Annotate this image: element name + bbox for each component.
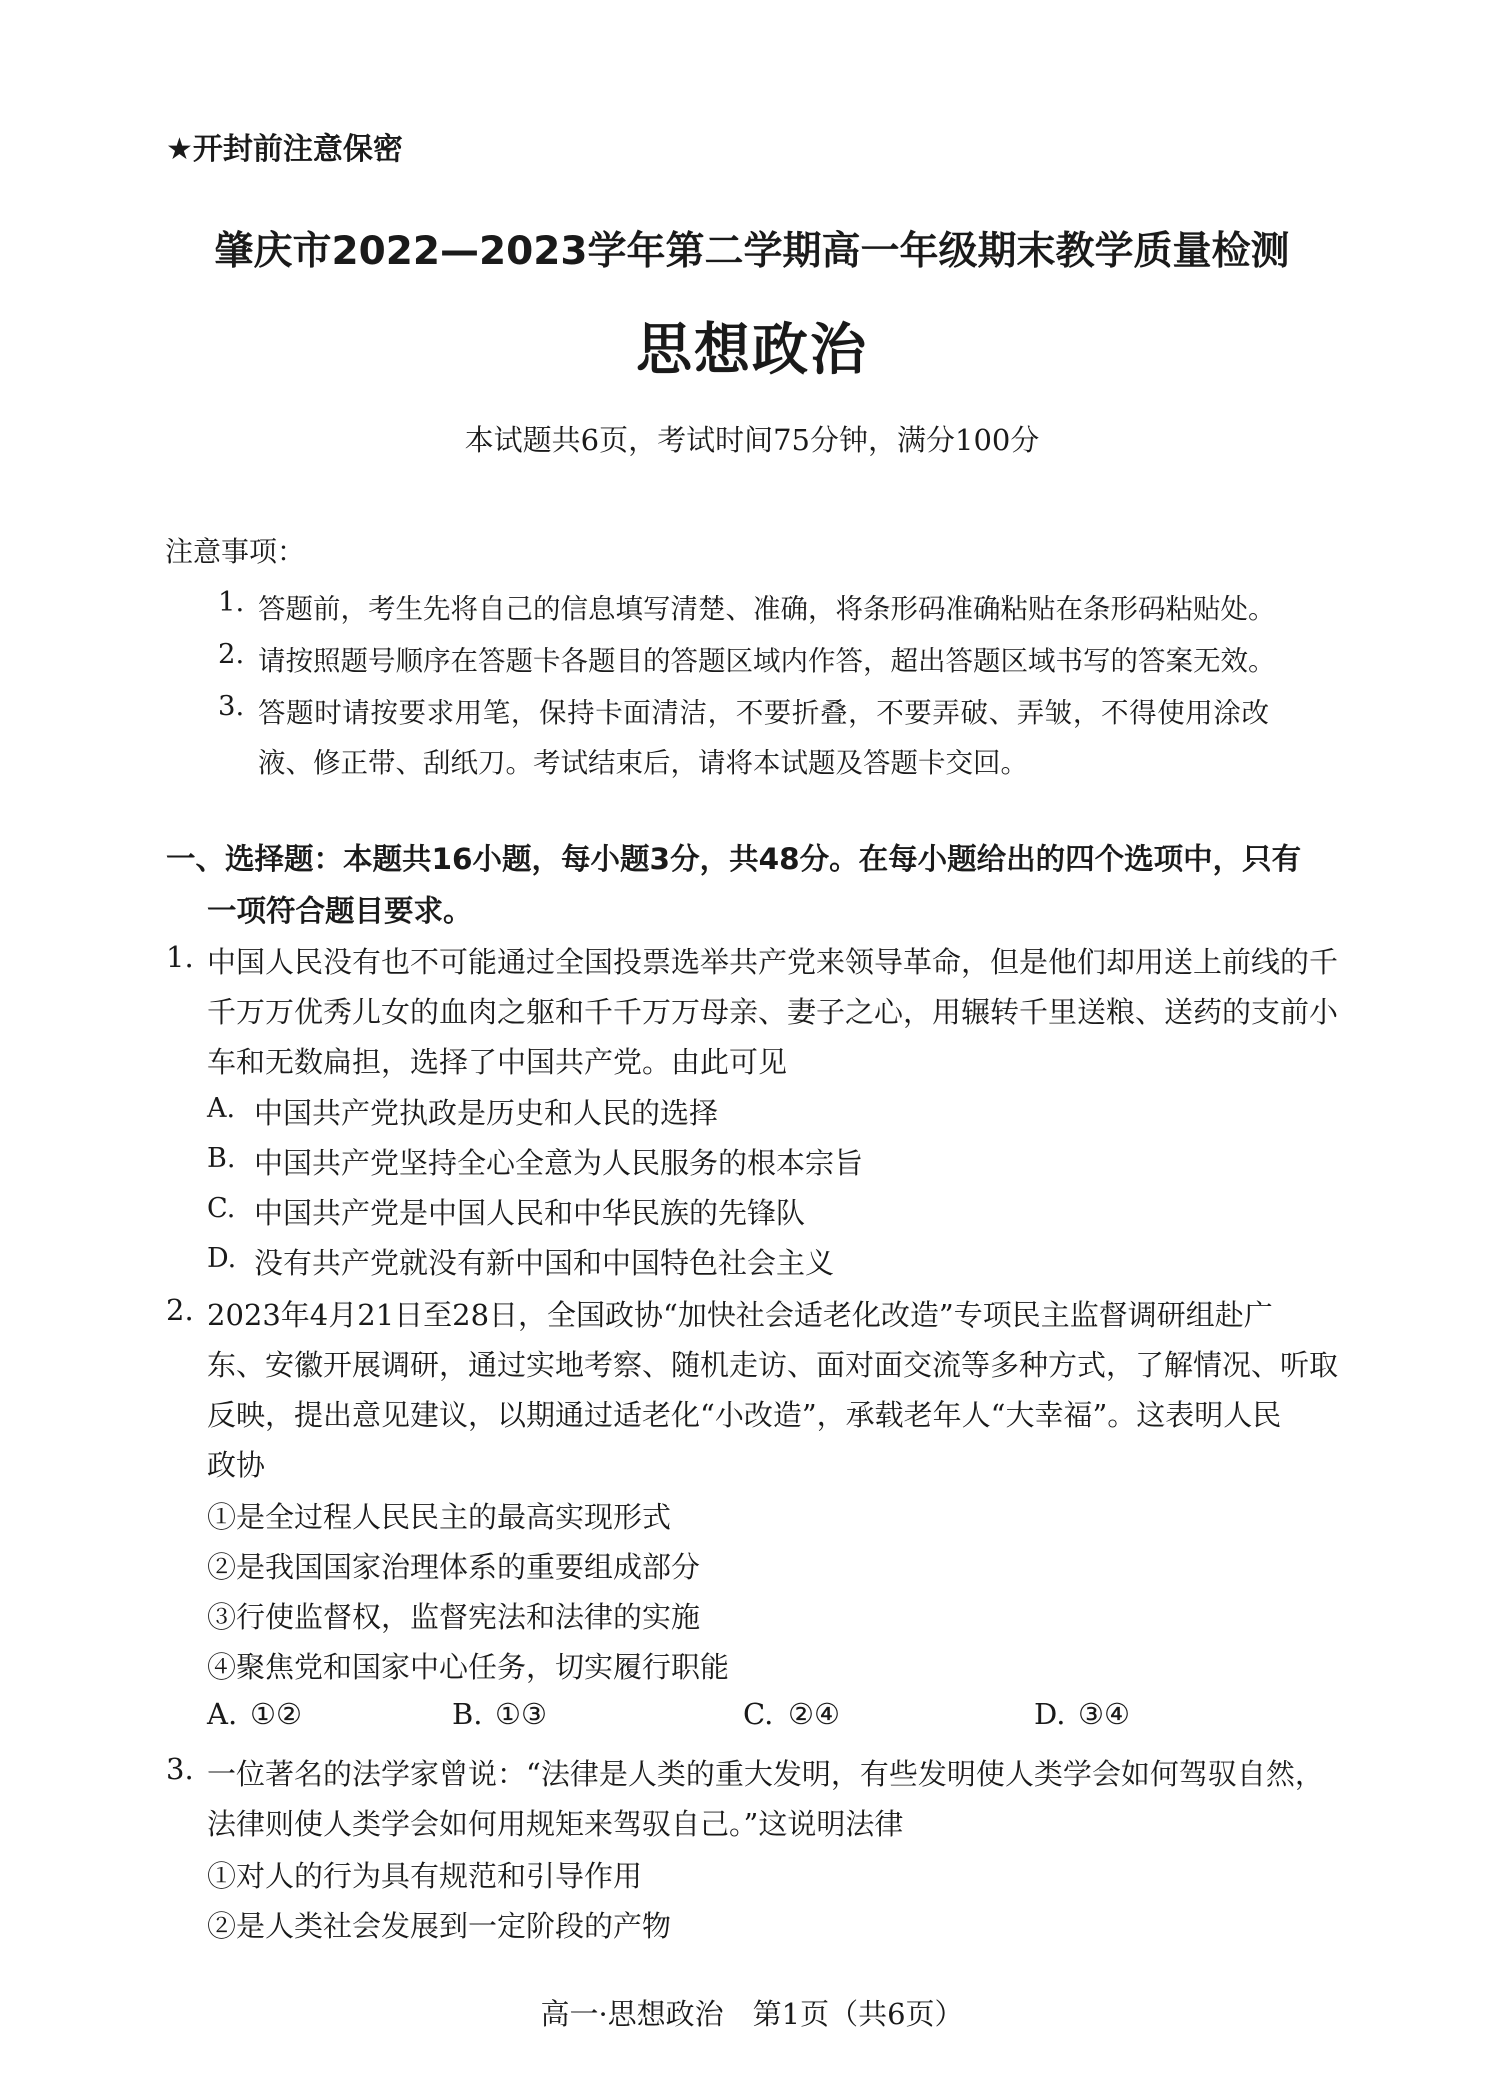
notes-heading: 注意事项： [165, 535, 306, 568]
note-number: 1. [218, 586, 245, 618]
option-text: 中国共产党是中国人民和中华民族的先锋队 [254, 1196, 806, 1230]
choice-letter: A. [207, 1697, 238, 1731]
choice-letter: B. [452, 1697, 483, 1731]
section-heading-cont: 一项符合题目要求。 [207, 894, 473, 928]
option-letter: B. [207, 1143, 236, 1174]
question-number: 2. [166, 1293, 194, 1327]
question-stem-line: 政协 [207, 1448, 266, 1482]
page-footer: 高一·思想政治 第1页（共6页） [540, 1997, 964, 2031]
note-number: 3. [218, 690, 245, 722]
option-text: 中国共产党执政是历史和人民的选择 [254, 1096, 719, 1130]
option-letter: A. [207, 1093, 236, 1124]
note-line: 请按照题号顺序在答题卡各题目的答题区域内作答，超出答题区域书写的答案无效。 [258, 645, 1276, 677]
note-line: 答题前，考生先将自己的信息填写清楚、准确，将条形码准确粘贴在条形码粘贴处。 [258, 593, 1276, 625]
exam-title: 肇庆市2022—2023学年第二学期高一年级期末教学质量检测 [214, 229, 1290, 274]
question-stem-line: 东、安徽开展调研，通过实地考察、随机走访、面对面交流等多种方式，了解情况、听取 [207, 1348, 1339, 1382]
statement: ②是我国国家治理体系的重要组成部分 [207, 1550, 701, 1584]
option-text: 没有共产党就没有新中国和中国特色社会主义 [254, 1246, 835, 1280]
option-text: 中国共产党坚持全心全意为人民服务的根本宗旨 [254, 1146, 864, 1180]
exam-info: 本试题共6页，考试时间75分钟，满分100分 [464, 423, 1040, 457]
choice-text: ②④ [788, 1697, 840, 1731]
choice-text: ①③ [495, 1697, 547, 1731]
note-line: 答题时请按要求用笔，保持卡面清洁，不要折叠，不要弄破、弄皱，不得使用涂改 [258, 697, 1270, 729]
question-stem-line: 法律则使人类学会如何用规矩来驾驭自己。”这说明法律 [207, 1807, 904, 1841]
question-number: 1. [166, 940, 194, 974]
choice-text: ③④ [1078, 1697, 1130, 1731]
note-line: 液、修正带、刮纸刀。考试结束后，请将本试题及答题卡交回。 [258, 747, 1028, 779]
statement: ①是全过程人民民主的最高实现形式 [207, 1500, 672, 1534]
statement: ③行使监督权，监督宪法和法律的实施 [207, 1600, 701, 1634]
question-stem-line: 车和无数扁担，选择了中国共产党。由此可见 [207, 1045, 788, 1079]
section-heading: 一、选择题：本题共16小题，每小题3分，共48分。在每小题给出的四个选项中，只有 [166, 842, 1302, 876]
confidential-notice: ★开封前注意保密 [166, 132, 403, 167]
statement: ①对人的行为具有规范和引导作用 [207, 1859, 643, 1893]
question-stem-line: 反映，提出意见建议，以期通过适老化“小改造”，承载老年人“大幸福”。这表明人民 [207, 1398, 1282, 1432]
option-letter: D. [207, 1243, 237, 1274]
question-stem-line: 2023年4月21日至28日，全国政协“加快社会适老化改造”专项民主监督调研组赴广 [207, 1298, 1273, 1332]
question-stem-line: 中国人民没有也不可能通过全国投票选举共产党来领导革命，但是他们却用送上前线的千 [207, 945, 1339, 979]
choice-letter: D. [1034, 1697, 1066, 1731]
question-stem-line: 一位著名的法学家曾说：“法律是人类的重大发明，有些发明使人类学会如何驾驭自然， [207, 1757, 1324, 1791]
note-number: 2. [218, 638, 245, 670]
choice-text: ①② [250, 1697, 302, 1731]
statement: ④聚焦党和国家中心任务，切实履行职能 [207, 1650, 730, 1684]
subject-title: 思想政治 [636, 317, 868, 383]
statement: ②是人类社会发展到一定阶段的产物 [207, 1909, 672, 1943]
option-letter: C. [207, 1193, 236, 1224]
question-number: 3. [166, 1752, 194, 1786]
choice-letter: C. [743, 1697, 774, 1731]
question-stem-line: 千万万优秀儿女的血肉之躯和千千万万母亲、妻子之心，用辗转千里送粮、送药的支前小 [207, 995, 1339, 1029]
